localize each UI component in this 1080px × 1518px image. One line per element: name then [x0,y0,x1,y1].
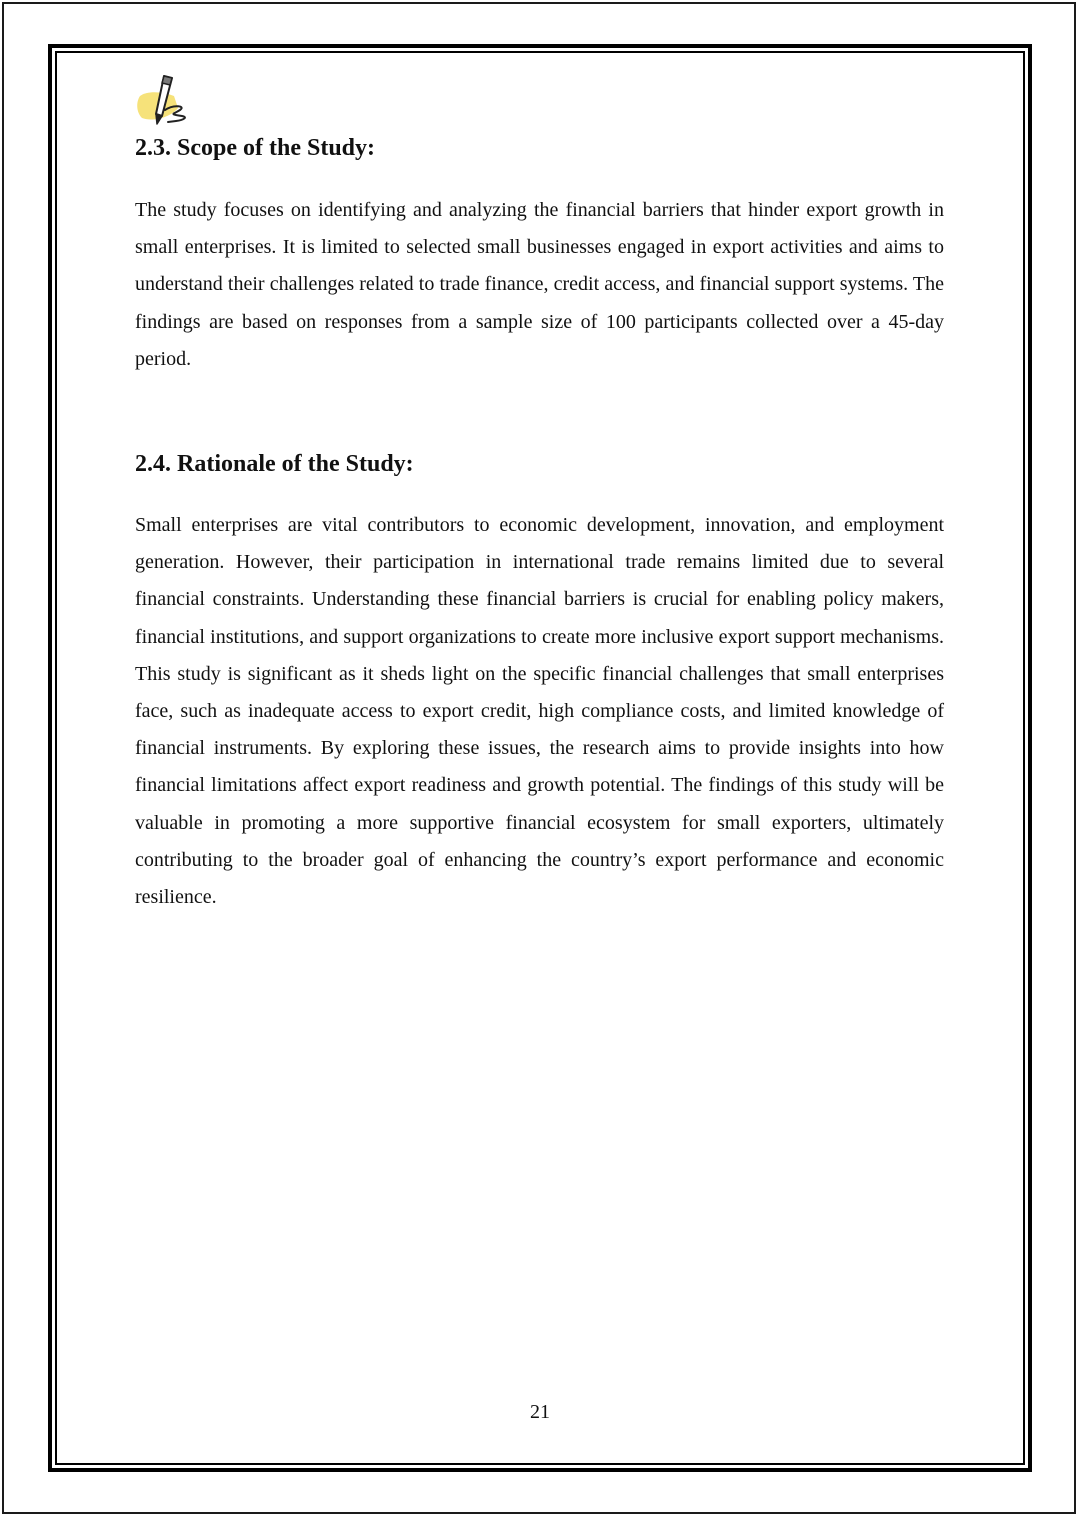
page-number: 21 [530,1401,550,1423]
section-heading-scope: 2.3. Scope of the Study: [135,135,376,161]
pen-writing-icon [134,74,196,130]
section-heading-rationale: 2.4. Rationale of the Study: [135,451,414,477]
section-body-scope: The study focuses on identifying and analyzing the financial barriers that hinder export growth in small enterprises. It is limited to selected small businesses engaged in export activities and aims to understand their challenges related to trade finance, credit access, and financial support systems. The findings are based on responses from a sample size of 100 participants collected over a 45-day period. [135,199,944,370]
section-body-rationale: Small enterprises are vital contributors to economic development, innovation, and employment generation. However, their participation in international trade remains limited due to several financial constraints. Understanding these financial barriers is crucial for enabling policy makers, financial institutions, and support organizations to create more inclusive export support mechanisms. This study is significant as it sheds light on the specific financial challenges that small enterprises face, such as inadequate access to export credit, high compliance costs, and limited knowledge of financial instruments. By exploring these issues, the research aims to provide insights into how financial limitations affect export readiness and growth potential. The findings of this study will be valuable in promoting a more supportive financial ecosystem for small exporters, ultimately contributing to the broader goal of enhancing the country’s export performance and economic resilience. [135,514,944,909]
